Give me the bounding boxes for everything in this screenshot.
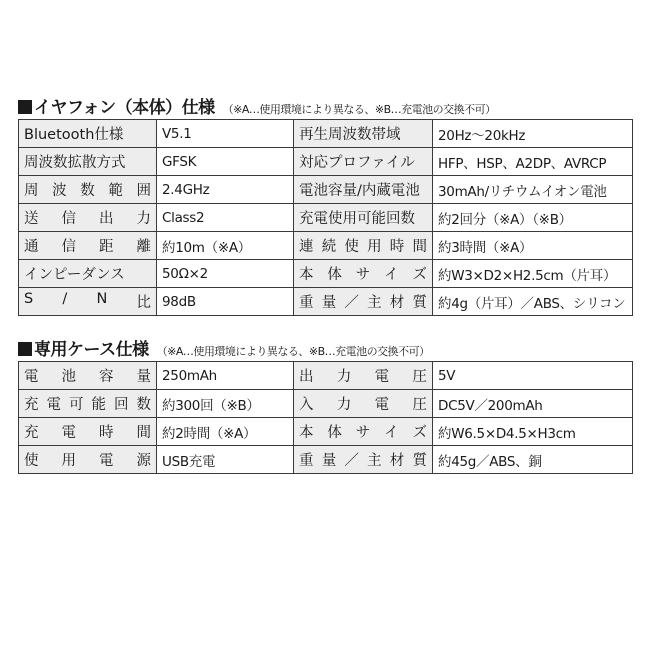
- spec-label-text: 重 量 ／ 主 材 質: [299, 295, 427, 311]
- spec-label-text: 使 用 電 源: [24, 453, 151, 469]
- spec-label: [294, 418, 433, 446]
- spec-value: Class2: [157, 204, 294, 232]
- spec-label: 充電使用可能回数: [294, 204, 433, 232]
- spec-label-text: 本 体 サ イ ズ: [299, 425, 427, 441]
- spec-label: [294, 260, 433, 288]
- spec-label-text: 充 電 時 間: [24, 425, 151, 441]
- spec-value: 約4g（片耳）／ABS、シリコン: [433, 288, 633, 316]
- spec-label-text: 周 波 数 範 囲: [24, 183, 151, 199]
- spec-row: [19, 204, 633, 232]
- spec-label: [294, 288, 433, 316]
- spec-label: [19, 288, 157, 316]
- spec-value: 約2回分（※A）（※B）: [433, 204, 633, 232]
- spec-value: 約3時間（※A）: [433, 232, 633, 260]
- spec-label: 対応プロファイル: [294, 148, 433, 176]
- spec-label-text: 送 信 出 力: [24, 211, 151, 227]
- earphone-spec-section: [18, 93, 632, 316]
- spec-label: [294, 362, 433, 390]
- earphone-spec-note: （※A…使用環境により異なる、※B…充電池の交換不可）: [222, 103, 496, 116]
- spec-row: [19, 362, 633, 390]
- spec-value: 約45g／ABS、銅: [433, 446, 633, 474]
- spec-label: [19, 232, 157, 260]
- spec-label: [294, 232, 433, 260]
- spec-label: [19, 418, 157, 446]
- spec-label: [19, 446, 157, 474]
- spec-row: [19, 288, 633, 316]
- case-spec-table: [18, 361, 633, 474]
- spec-value: 約2時間（※A）: [157, 418, 294, 446]
- spec-label-text: 電 池 容 量: [24, 369, 151, 385]
- earphone-spec-table: [18, 119, 633, 316]
- bullet-square-icon: [18, 342, 32, 356]
- spec-label-text: 本 体 サ イ ズ: [299, 267, 427, 283]
- spec-value: 20Hz〜20kHz: [433, 120, 633, 148]
- spec-label-text: 出 力 電 圧: [299, 369, 427, 385]
- spec-label: Bluetooth仕様: [19, 120, 157, 148]
- spec-value: 2.4GHz: [157, 176, 294, 204]
- spec-row: [19, 390, 633, 418]
- spec-label: [19, 204, 157, 232]
- spec-value: 30mAh/リチウムイオン電池: [433, 176, 633, 204]
- spec-value: 約300回（※B）: [157, 390, 294, 418]
- spec-value: 約10m（※A）: [157, 232, 294, 260]
- spec-value: 98dB: [157, 288, 294, 316]
- spec-row: [19, 446, 633, 474]
- spec-label-text: 重 量 ／ 主 材 質: [299, 453, 427, 469]
- spec-label-text: 充 電 可 能 回 数: [24, 397, 151, 413]
- spec-label: [19, 390, 157, 418]
- spec-value: 250mAh: [157, 362, 294, 390]
- spec-label: 再生周波数帯域: [294, 120, 433, 148]
- spec-value: 約W6.5×D4.5×H3cm: [433, 418, 633, 446]
- spec-row: [19, 176, 633, 204]
- spec-value: GFSK: [157, 148, 294, 176]
- spec-label-text: 入 力 電 圧: [299, 397, 427, 413]
- case-spec-section: [18, 335, 632, 474]
- spec-value: DC5V／200mAh: [433, 390, 633, 418]
- earphone-spec-title: イヤフォン（本体）仕様: [34, 98, 215, 118]
- spec-value: V5.1: [157, 120, 294, 148]
- spec-label-text: 通 信 距 離: [24, 239, 151, 255]
- spec-value: 5V: [433, 362, 633, 390]
- spec-label-text: 連 続 使 用 時 間: [299, 239, 427, 255]
- spec-row: [19, 120, 633, 148]
- spec-value: USB充電: [157, 446, 294, 474]
- spec-label: 周波数拡散方式: [19, 148, 157, 176]
- spec-label: インピーダンス: [19, 260, 157, 288]
- earphone-spec-heading: [18, 93, 632, 118]
- spec-value: HFP、HSP、A2DP、AVRCP: [433, 148, 633, 176]
- case-spec-title: 専用ケース仕様: [34, 340, 149, 360]
- spec-label: [19, 176, 157, 204]
- spec-row: [19, 148, 633, 176]
- spec-label: [294, 390, 433, 418]
- spec-row: [19, 232, 633, 260]
- spec-label-text: S / N 比: [24, 291, 151, 311]
- spec-row: [19, 418, 633, 446]
- spec-label: 電池容量/内蔵電池: [294, 176, 433, 204]
- spec-label: [19, 362, 157, 390]
- bullet-square-icon: [18, 100, 32, 114]
- spec-value: 50Ω×2: [157, 260, 294, 288]
- case-spec-heading: [18, 335, 632, 360]
- spec-value: 約W3×D2×H2.5cm（片耳）: [433, 260, 633, 288]
- spec-row: [19, 260, 633, 288]
- case-spec-note: （※A…使用環境により異なる、※B…充電池の交換不可）: [156, 345, 430, 358]
- spec-label: [294, 446, 433, 474]
